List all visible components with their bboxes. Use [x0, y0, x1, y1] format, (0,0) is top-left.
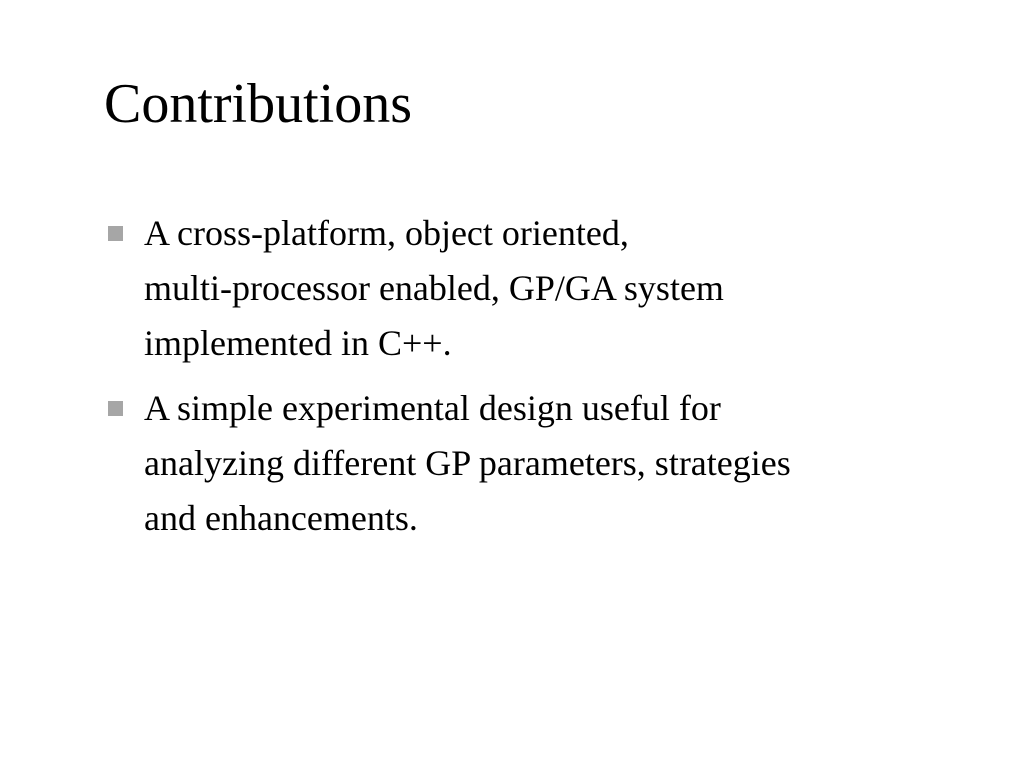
bullet-item — [104, 206, 964, 371]
bullet-item — [104, 381, 964, 546]
bullet-line: A simple experimental design useful for — [144, 388, 721, 428]
bullet-line: A cross-platform, object oriented, — [144, 213, 629, 253]
bullet-list — [104, 206, 964, 556]
bullet-line: and enhancements. — [144, 498, 418, 538]
square-bullet-icon — [108, 226, 123, 241]
slide-title: Contributions — [104, 73, 413, 135]
square-bullet-icon — [108, 401, 123, 416]
bullet-line: analyzing different GP parameters, strategies — [144, 443, 791, 483]
bullet-line: multi-processor enabled, GP/GA system — [144, 268, 724, 308]
bullet-line: implemented in C++. — [144, 323, 452, 363]
